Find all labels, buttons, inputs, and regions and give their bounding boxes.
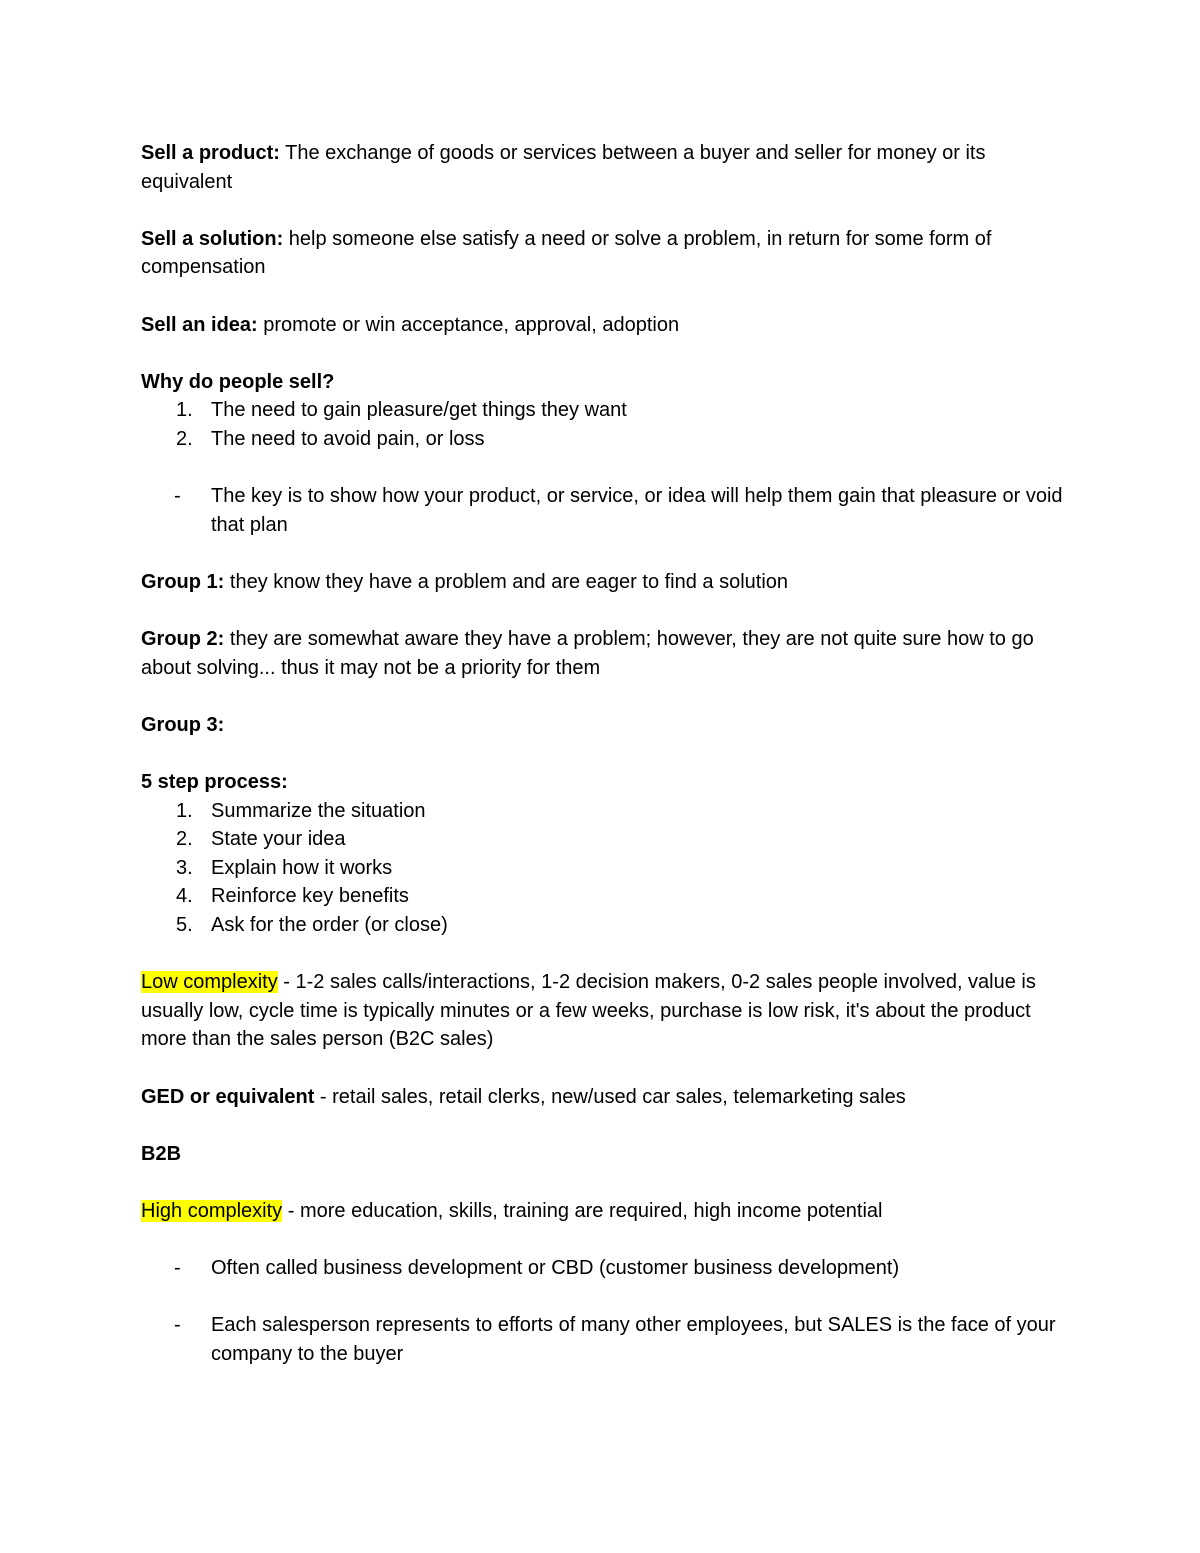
definition-text: - more education, skills, training are required, high income potential	[282, 1199, 883, 1222]
key-note-list	[141, 482, 1070, 539]
list-item-text: Often called business development or CBD (customer business development)	[211, 1257, 900, 1280]
ged-equivalent	[141, 1083, 1070, 1112]
high-notes-list	[141, 1254, 1070, 1283]
list-marker: 4.	[176, 885, 193, 908]
list-item	[141, 425, 1070, 454]
list-item-text: Reinforce key benefits	[211, 885, 409, 908]
definition-sell-idea	[141, 311, 1070, 340]
highlighted-term: High complexity	[141, 1199, 283, 1222]
term-label: Sell a product:	[141, 142, 280, 164]
list-marker: -	[174, 1314, 181, 1337]
list-item	[141, 482, 1070, 539]
term-label: GED or equivalent	[141, 1085, 315, 1108]
list-marker: -	[174, 485, 181, 508]
group-3	[141, 711, 1070, 740]
term-label: Group 2:	[141, 628, 225, 651]
list-item	[141, 1311, 1070, 1368]
list-marker: 2.	[176, 828, 193, 851]
list-marker: 5.	[176, 914, 193, 937]
definition-sell-solution	[141, 225, 1070, 282]
list-item	[141, 911, 1070, 940]
process-list	[141, 797, 1070, 940]
list-marker: -	[174, 1257, 181, 1280]
list-item	[141, 882, 1070, 911]
term-label: Group 1:	[141, 570, 225, 593]
list-marker: 2.	[176, 427, 193, 450]
definition-text: they are somewhat aware they have a problem; however, they are not quite sure how to go about solving... thus it may not be a priority for them	[141, 628, 1034, 679]
list-item-text: Each salesperson represents to efforts of many other employees, but SALES is the face of your company to the buyer	[211, 1314, 1056, 1365]
list-marker: 3.	[176, 856, 193, 879]
b2b-heading: B2B	[141, 1142, 182, 1165]
list-item-text: Ask for the order (or close)	[211, 914, 448, 937]
definition-text: they know they have a problem and are eager to find a solution	[224, 570, 789, 593]
term-label: Group 3:	[141, 713, 225, 736]
list-item	[141, 854, 1070, 883]
list-item-text: The need to avoid pain, or loss	[211, 427, 485, 450]
group-2	[141, 625, 1070, 682]
definition-text: - retail sales, retail clerks, new/used car sales, telemarketing sales	[314, 1085, 906, 1108]
list-item	[141, 797, 1070, 826]
term-label: Sell a solution:	[141, 227, 284, 250]
list-item-text: Explain how it works	[211, 856, 393, 879]
list-marker: 1.	[176, 399, 193, 422]
list-item	[141, 396, 1070, 425]
definition-text: The exchange of goods or services between a buyer and seller for money or its equivalent	[141, 142, 986, 193]
why-list	[141, 396, 1070, 453]
definition-text: promote or win acceptance, approval, adoption	[257, 313, 680, 336]
term-label: Sell an idea:	[141, 313, 258, 336]
process-heading: 5 step process:	[141, 771, 288, 794]
low-complexity	[141, 968, 1070, 1054]
list-item-text: The key is to show how your product, or service, or idea will help them gain that pleasure or void that plan	[211, 485, 1063, 536]
definition-sell-product	[141, 139, 1070, 196]
high-notes-list-2	[141, 1311, 1070, 1368]
list-item	[141, 1254, 1070, 1283]
why-heading: Why do people sell?	[141, 370, 335, 393]
list-item	[141, 825, 1070, 854]
group-1	[141, 568, 1070, 597]
list-marker: 1.	[176, 799, 193, 822]
list-item-text: Summarize the situation	[211, 799, 426, 822]
list-item-text: The need to gain pleasure/get things they want	[211, 399, 627, 422]
list-item-text: State your idea	[211, 828, 346, 851]
high-complexity	[141, 1197, 1070, 1226]
definition-text: help someone else satisfy a need or solve a problem, in return for some form of compensation	[141, 227, 992, 279]
highlighted-term: Low complexity	[141, 971, 278, 994]
definition-text: - 1-2 sales calls/interactions, 1-2 decision makers, 0-2 sales people involved, value is usually low, cycle time is typically minutes or a few weeks, purchase is low risk, it's about the product more than the sales person (B2C sales)	[141, 971, 1036, 1051]
